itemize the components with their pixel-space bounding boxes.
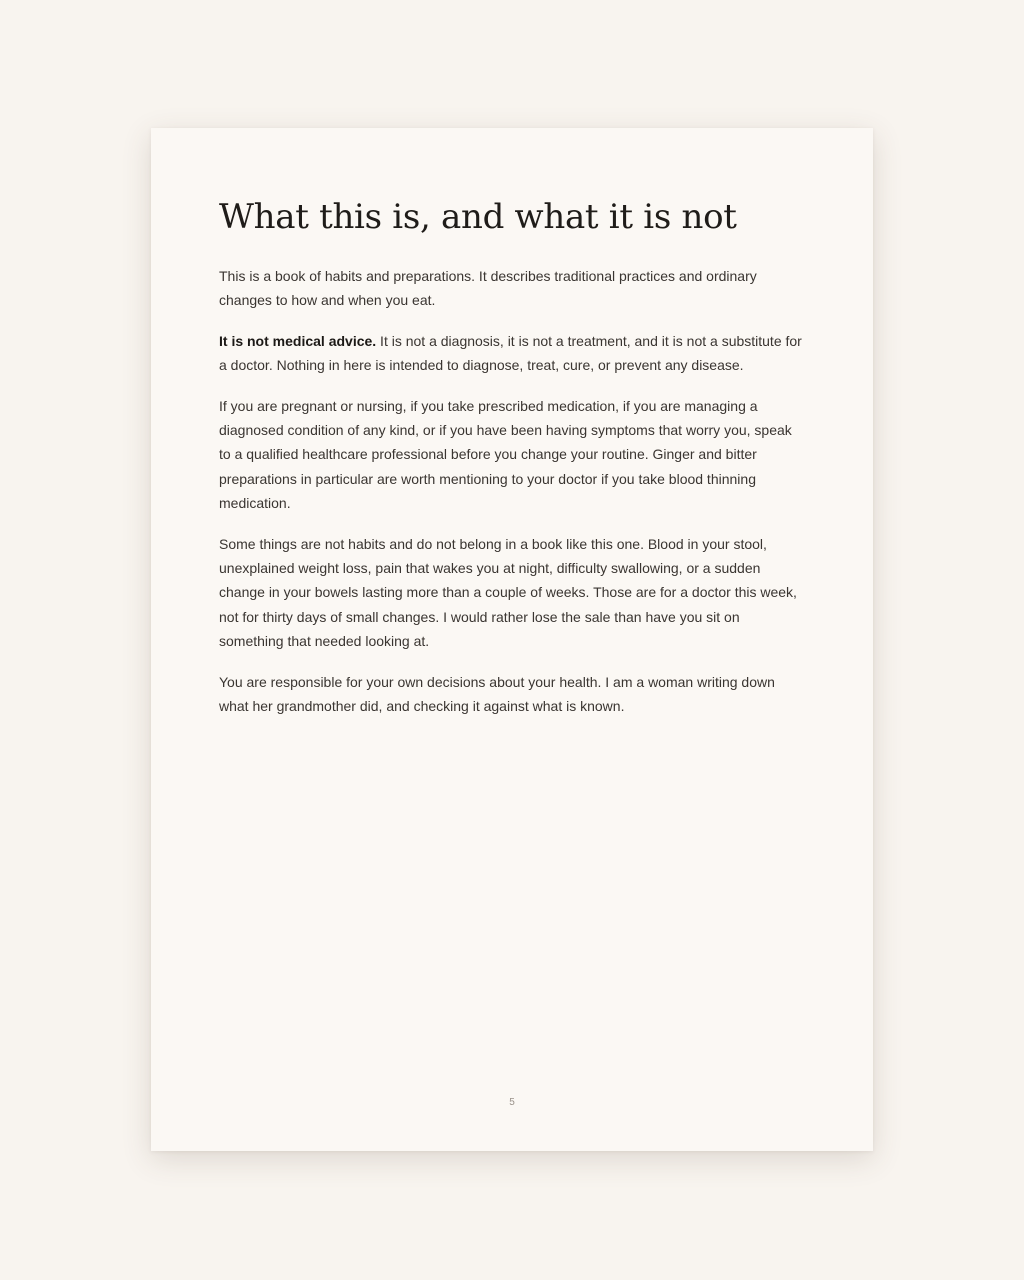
page-content — [219, 196, 807, 735]
paragraph-responsibility-text: You are responsible for your own decisions about your health. I am a woman writing down what her grandmother did, and checking it against what is known. — [219, 673, 775, 715]
paragraph-bold-lead: It is not medical advice. — [219, 332, 377, 349]
paragraph-not-medical-advice — [219, 329, 807, 378]
paragraph-warning-signs — [219, 532, 807, 654]
paragraph-intro — [219, 264, 807, 313]
paragraph-precautions — [219, 394, 807, 516]
paragraph-intro-text: This is a book of habits and preparations. It describes traditional practices and ordinary changes to how and when you eat. — [219, 268, 757, 309]
book-page — [151, 128, 873, 1151]
paragraph-warning-signs-text: Some things are not habits and do not belong in a book like this one. Blood in your stool, unexplained weight loss, pain that wakes you at night, difficulty swallowing, or a sudden change in your bowels lasting more than a couple of weeks. Those are for a doctor this week, not for thirty days of small changes. I would rather lose the sale than have you sit on something that needed looking at. — [219, 535, 797, 650]
paragraph-responsibility — [219, 670, 807, 719]
page-number: 5 — [509, 1097, 515, 1108]
paragraph-not-medical-advice-text: It is not a diagnosis, it is not a treatment, and it is not a substitute for a doctor. Nothing in here is intended to diagnose, treat, cure, or prevent any disease. — [219, 332, 802, 374]
page-title: What this is, and what it is not — [219, 197, 737, 237]
paragraph-precautions-text: If you are pregnant or nursing, if you take prescribed medication, if you are managing a diagnosed condition of any kind, or if you have been having symptoms that worry you, speak to a qualified healthcare professional before you change your routine. Ginger and bitter preparations in particular are worth mentioning to your doctor if you take blood thinning medication. — [219, 397, 792, 512]
